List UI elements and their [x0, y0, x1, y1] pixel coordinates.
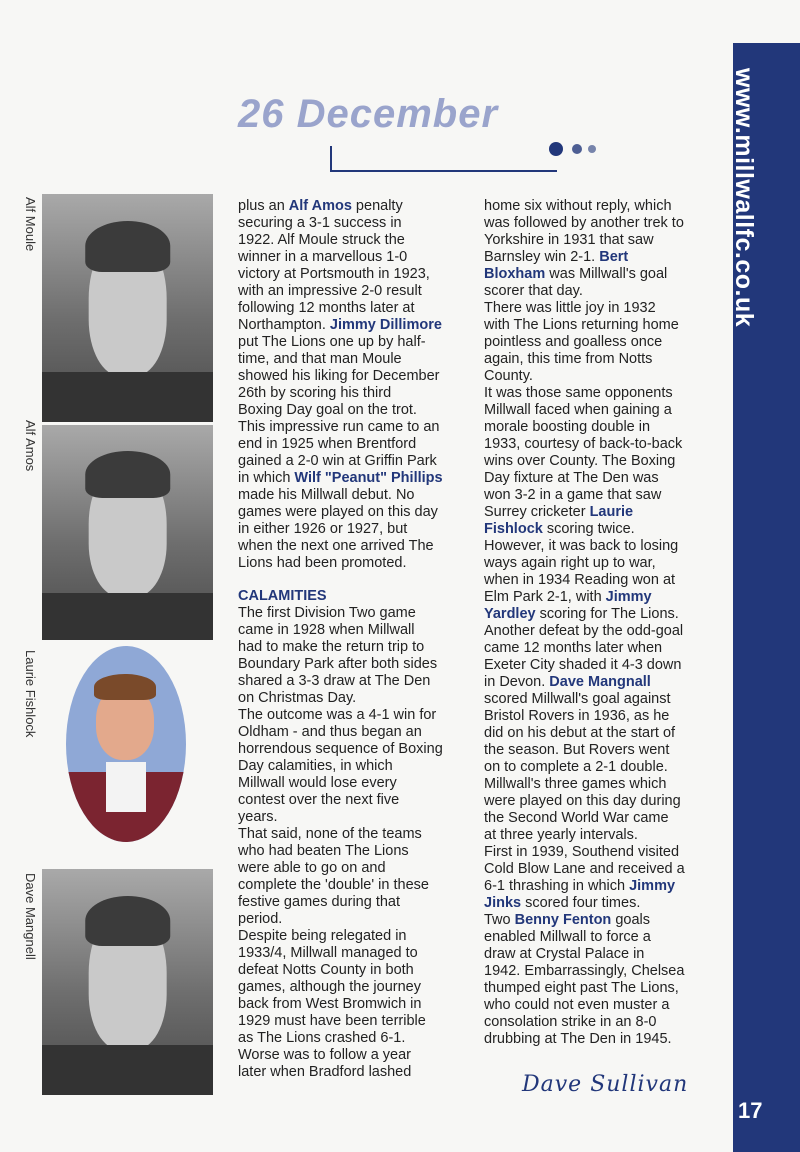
photo-laurie-fishlock [66, 646, 186, 842]
caption-laurie-fishlock: Laurie Fishlock [23, 650, 38, 738]
photo-alf-moule [42, 194, 213, 422]
page-title: 26 December [238, 92, 499, 136]
player-name: Dave Mangnall [549, 674, 651, 690]
website-url: www.millwallfc.co.uk [730, 68, 758, 328]
player-name: Jimmy Jinks [484, 878, 676, 911]
section-heading: CALAMITIES [238, 588, 327, 604]
player-name: Jimmy Dillimore [329, 317, 442, 333]
article-column-1-top: plus an Alf Amos penalty securing a 3-1 success in 1922. Alf Moule struck the winner in a marvellous 1-0 victory at Portsmouth in 1923, with an impressive 2-0 result following 12 months later at Northampton. Jimmy Dillimore put The Lions one up by half- time, and that man Moule showed his liking for December 26th by scoring his third Boxing Day goal on the trot. This impressive run came to an end in 1925 when Brentford gained a 2-0 win at Griffin Park in which Wilf "Peanut" Phillips made his Millwall debut. No games were played on this day in either 1926 or 1927, but when the next one arrived The Lions had been promoted. [238, 198, 443, 571]
rule-dot-small [588, 145, 596, 153]
player-name: Benny Fenton [514, 912, 612, 928]
caption-dave-mangnell: Dave Mangnell [23, 873, 38, 960]
player-name: Alf Amos [288, 198, 352, 214]
player-name: Jimmy Yardley [484, 589, 652, 622]
author-signature: Dave Sullivan [522, 1072, 689, 1097]
caption-alf-moule: Alf Moule [23, 197, 38, 252]
player-name: Bert Bloxham [484, 249, 629, 282]
rule-dot-large [549, 142, 563, 156]
rule-dot-medium [572, 144, 582, 154]
player-name: Wilf "Peanut" Phillips [294, 470, 443, 486]
article-column-1-bottom: The first Division Two game came in 1928 when Millwall had to make the return trip to Boundary Park after both sides shared a 3-3 draw at The Den on Christmas Day. The outcome was a 4-1 win for Oldham - and thus began an horrendous sequence of Boxing Day calamities, in which Millwall would lose every contest over the next five years. That said, none of the teams who had beaten The Lions were able to go on and complete the 'double' in these festive games during that period. Despite being relegated in 1933/4, Millwall managed to defeat Notts County in both games, although the journey back from West Bromwich in 1929 must have been terrible as The Lions crashed 6-1. Worse was to follow a year later when Bradford lashed [238, 605, 443, 1080]
caption-alf-amos: Alf Amos [23, 420, 38, 472]
photo-dave-mangnell [42, 869, 213, 1095]
title-rule [330, 146, 557, 172]
player-name: Laurie Fishlock [484, 504, 634, 537]
page-number: 17 [738, 1098, 763, 1123]
article-column-2: home six without reply, which was followed by another trek to Yorkshire in 1931 that saw Barnsley win 2-1. Bert Bloxham was Millwall's goal scorer that day. There was little joy in 1932 with The Lions returning home pointless and goalless once again, this time from Notts County. It was those same opponents Millwall faced when gaining a morale boosting double in 1933, courtesy of back-to-back wins over County. The Boxing Day fixture at The Den was won 3-2 in a game that saw Surrey cricketer Laurie Fishlock scoring twice. However, it was back to losing ways again right up to war, when in 1934 Reading won at Elm Park 2-1, with Jimmy Yardley scoring for The Lions. Another defeat by the odd-goal came 12 months later when Exeter City shaded it 4-3 down in Devon. Dave Mangnall scored Millwall's goal against Bristol Rovers in 1936, as he did on his debut at the start of the season. But Rovers went on to complete a 2-1 double. Millwall's three games which were played on this day during the Second World War came at three yearly intervals. First in 1939, Southend visited Cold Blow Lane and received a 6-1 thrashing in which Jimmy Jinks scored four times. Two Benny Fenton goals enabled Millwall to force a draw at Crystal Palace in 1942. Embarrassingly, Chelsea thumped eight past The Lions, who could not even muster a consolation strike in an 8-0 drubbing at The Den in 1945. [484, 198, 685, 1047]
photo-alf-amos [42, 425, 213, 640]
